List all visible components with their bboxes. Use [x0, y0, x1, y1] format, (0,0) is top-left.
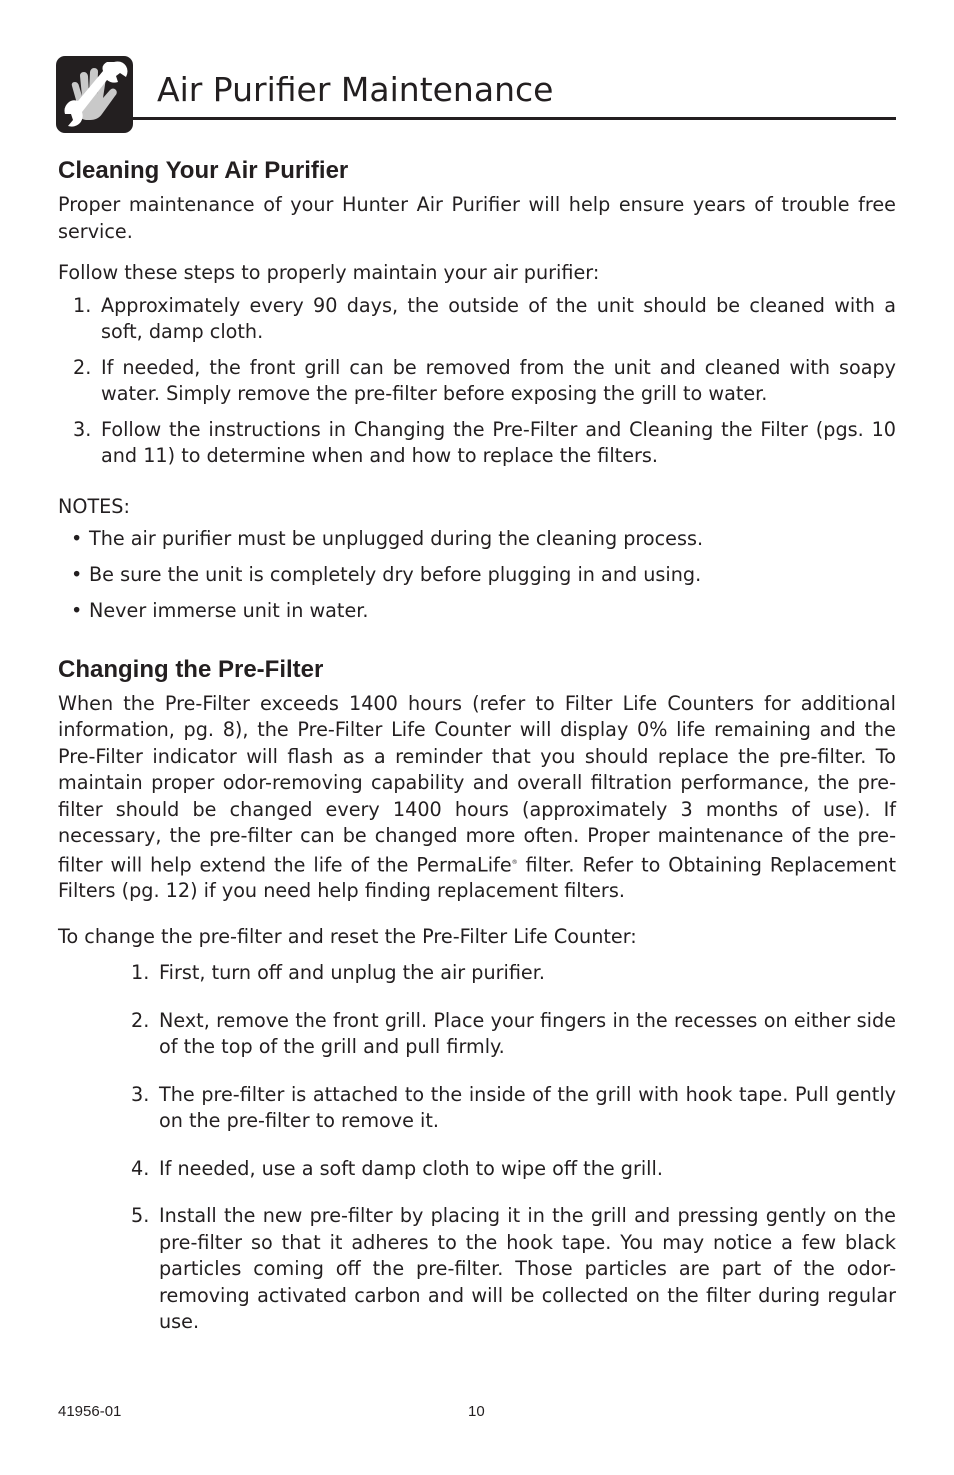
list-item	[58, 293, 896, 346]
note-text: Be sure the unit is completely dry before plugging in and using.	[89, 563, 702, 586]
step-number: 1.	[131, 961, 150, 985]
notes-list	[58, 526, 896, 625]
step-number: 2.	[131, 1008, 150, 1032]
cleaning-steps-list	[58, 293, 896, 470]
step-text: Next, remove the front grill. Place your fingers in the recesses on either side of the top of the grill and pull firmly.	[159, 1008, 896, 1059]
prefilter-paragraph-part2: filter. Refer to Obtaining Replacement Filters (pg. 12) if you need help finding replacement filters.	[58, 852, 896, 903]
prefilter-steps-intro: To change the pre-filter and reset the Pre-Filter Life Counter:	[58, 924, 637, 948]
prefilter-paragraph-part1: When the Pre-Filter exceeds 1400 hours (refer to Filter Life Counters for additional information, pg. 8), the Pre-Filter Life Counter will display 0% life remaining and the Pre-Filter indicator will flash as a reminder that you should replace the pre-filter. To maintain proper odor-removing capability and overall filtration performance, the pre-filter should be changed every 1400 hours (approximately 3 months of use). If necessary, the pre-filter can be changed more often. Proper maintenance of the pre-filter will help extend the life of the PermaLife	[58, 691, 896, 876]
hand-wrench-icon	[56, 56, 133, 133]
cleaning-steps-intro: Follow these steps to properly maintain your air purifier:	[58, 261, 600, 284]
step-text: Install the new pre-filter by placing it in the grill and pressing gently on the pre-filter so that it adheres to the hook tape. You may notice a few black particles coming off the pre-filter. Those particles are part of the odor-removing activated carbon and will be collected on the filter during regular use.	[159, 1204, 896, 1334]
list-item	[58, 1203, 896, 1336]
page-title: Air Purifier Maintenance	[157, 70, 554, 109]
step-number: 3.	[131, 1082, 150, 1106]
note-text: Never immerse unit in water.	[89, 599, 369, 622]
list-item	[58, 562, 896, 589]
step-number: 4.	[131, 1156, 150, 1180]
note-text: The air purifier must be unplugged during the cleaning process.	[89, 527, 704, 550]
step-text: If needed, use a soft damp cloth to wipe off the grill.	[159, 1156, 663, 1180]
list-item	[58, 417, 896, 470]
step-number: 2.	[73, 355, 92, 379]
step-number: 5.	[131, 1204, 150, 1228]
bullet-icon: •	[71, 599, 83, 622]
section-heading-prefilter: Changing the Pre-Filter	[58, 655, 324, 683]
cleaning-intro: Proper maintenance of your Hunter Air Purifier will help ensure years of trouble free service.	[58, 193, 896, 243]
trademark-mark: ®	[511, 858, 518, 866]
step-text: First, turn off and unplug the air purifier.	[159, 961, 545, 985]
document-body	[58, 156, 896, 1357]
prefilter-steps-list	[58, 960, 896, 1336]
step-text: Approximately every 90 days, the outside of the unit should be cleaned with a soft, damp cloth.	[101, 293, 896, 343]
list-item	[58, 1156, 896, 1183]
bullet-icon: •	[71, 563, 83, 586]
step-text: The pre-filter is attached to the inside of the grill with hook tape. Pull gently on the pre-filter to remove it.	[159, 1082, 896, 1133]
list-item	[58, 1008, 896, 1061]
step-number: 3.	[73, 417, 92, 441]
list-item	[58, 1082, 896, 1135]
step-text: If needed, the front grill can be removed from the unit and cleaned with soapy water. Simply remove the pre-filter before exposing the grill to water.	[101, 355, 896, 405]
notes-label: NOTES:	[58, 494, 130, 518]
prefilter-paragraph	[58, 691, 896, 905]
list-item	[58, 598, 896, 625]
section-heading-cleaning: Cleaning Your Air Purifier	[58, 157, 349, 184]
step-number: 1.	[73, 293, 92, 317]
page-number: 10	[468, 1403, 485, 1420]
document-code: 41956-01	[58, 1403, 122, 1420]
title-divider	[133, 117, 896, 120]
bullet-icon: •	[71, 527, 83, 550]
list-item	[58, 355, 896, 408]
step-text: Follow the instructions in Changing the Pre-Filter and Cleaning the Filter (pgs. 10 and 11) to determine when and how to replace the filters.	[101, 417, 896, 467]
list-item	[58, 526, 896, 553]
list-item	[58, 960, 896, 987]
